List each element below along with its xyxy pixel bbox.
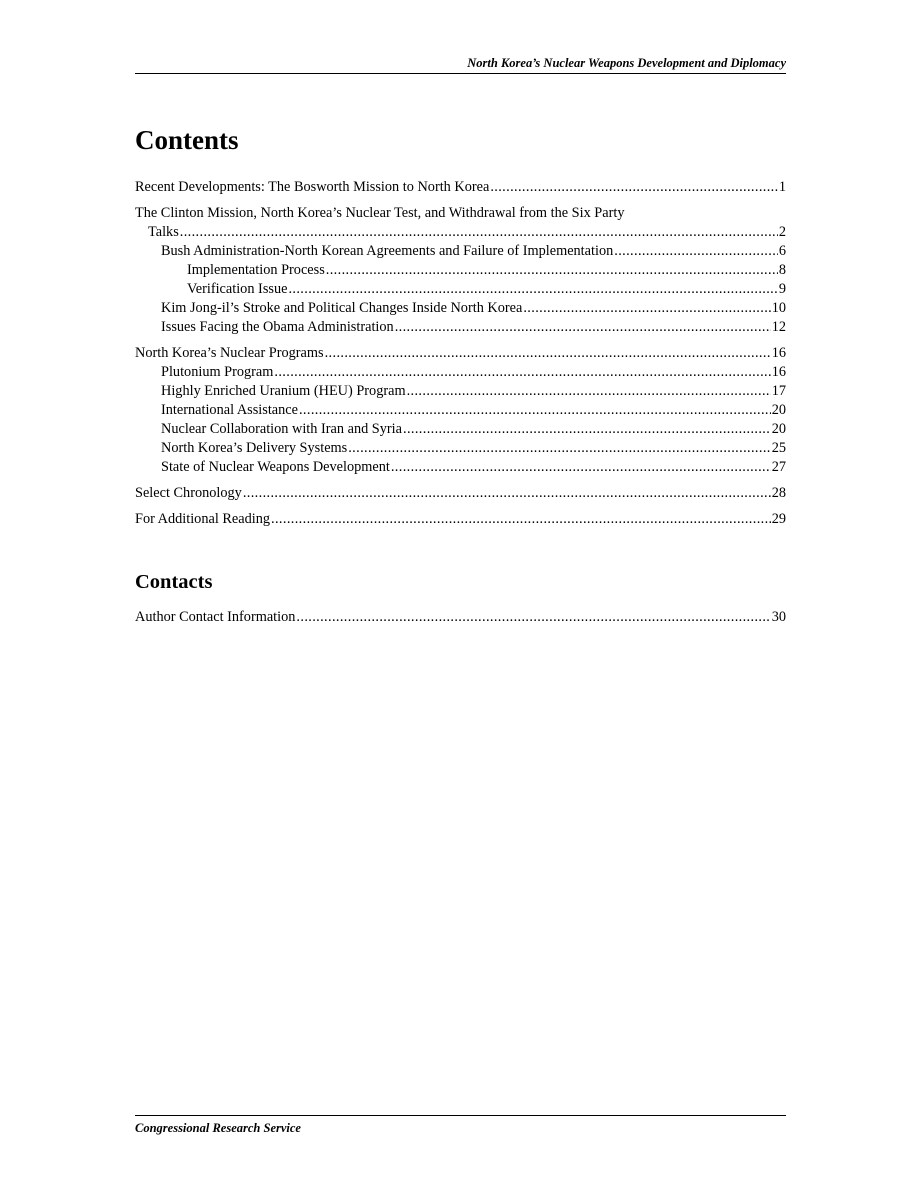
toc-entry-page: 16 <box>771 364 786 380</box>
toc-entry-page: 25 <box>771 440 786 456</box>
toc-entry-page: 20 <box>771 402 786 418</box>
toc-entry-title: Nuclear Collaboration with Iran and Syria <box>161 421 402 437</box>
toc-entry-title: Select Chronology <box>135 485 242 501</box>
toc-entry-title-continued: Talks <box>148 224 179 240</box>
toc-entry-title: Bush Administration-North Korean Agreements and Failure of Implementation <box>161 243 614 259</box>
dot-leader <box>490 178 778 197</box>
toc-entry-title: International Assistance <box>161 402 298 418</box>
dot-leader <box>274 363 770 382</box>
footer-rule <box>135 1115 786 1116</box>
toc-entry-title: North Korea’s Nuclear Programs <box>135 345 324 361</box>
toc-entry-title: Verification Issue <box>187 281 288 297</box>
toc-entry-page: 20 <box>771 421 786 437</box>
toc-entry-implementation-process[interactable] <box>135 261 786 280</box>
toc-entry-title: For Additional Reading <box>135 511 271 527</box>
contacts-heading: Contacts <box>135 571 213 593</box>
toc-entry-page: 9 <box>778 281 786 297</box>
toc-entry-title: Issues Facing the Obama Administration <box>161 319 394 335</box>
toc-entry-iran-syria-collaboration[interactable] <box>135 420 786 439</box>
toc-entry-weapons-development-state[interactable] <box>135 458 786 477</box>
dot-leader <box>296 608 770 627</box>
running-header: North Korea’s Nuclear Weapons Development and Diplomacy <box>467 56 786 70</box>
toc-entry-page: 28 <box>771 485 786 501</box>
toc-entry-kim-jong-il-stroke[interactable] <box>135 299 786 318</box>
toc-entry-plutonium-program[interactable] <box>135 363 786 382</box>
toc-entry-title: State of Nuclear Weapons Development <box>161 459 390 475</box>
dot-leader <box>614 242 778 261</box>
toc-entry-verification-issue[interactable] <box>135 280 786 299</box>
dot-leader <box>288 280 777 299</box>
toc-entry-clinton-mission[interactable] <box>135 204 786 242</box>
toc-entry-international-assistance[interactable] <box>135 401 786 420</box>
toc-entry-title: Implementation Process <box>187 262 325 278</box>
dot-leader <box>326 261 778 280</box>
toc-entry-page: 29 <box>771 511 786 527</box>
toc-entry-title: Recent Developments: The Bosworth Mission to North Korea <box>135 179 490 195</box>
toc-entry-bush-agreements[interactable] <box>135 242 786 261</box>
toc-entry-recent-developments[interactable] <box>135 178 786 197</box>
dot-leader <box>325 344 771 363</box>
toc-entry-page: 12 <box>771 319 786 335</box>
table-of-contents <box>135 178 786 529</box>
dot-leader <box>299 401 771 420</box>
toc-entry-page: 27 <box>771 459 786 475</box>
toc-entry-author-contact[interactable] <box>135 608 786 627</box>
toc-entry-obama-administration[interactable] <box>135 318 786 337</box>
toc-entry-page: 1 <box>778 179 786 195</box>
toc-entry-page: 17 <box>771 383 786 399</box>
toc-entry-title: Author Contact Information <box>135 609 296 625</box>
dot-leader <box>407 382 771 401</box>
toc-entry-page: 10 <box>771 300 786 316</box>
toc-entry-title: North Korea’s Delivery Systems <box>161 440 348 456</box>
dot-leader <box>180 223 778 242</box>
toc-entry-select-chronology[interactable] <box>135 484 786 503</box>
contents-heading: Contents <box>135 125 239 155</box>
toc-entry-title: Kim Jong-il’s Stroke and Political Changes Inside North Korea <box>161 300 523 316</box>
dot-leader <box>391 458 771 477</box>
toc-entry-additional-reading[interactable] <box>135 510 786 529</box>
toc-entry-nuclear-programs[interactable] <box>135 344 786 363</box>
toc-entry-delivery-systems[interactable] <box>135 439 786 458</box>
dot-leader <box>523 299 770 318</box>
dot-leader <box>395 318 771 337</box>
toc-entry-page: 6 <box>778 243 786 259</box>
toc-entry-page: 30 <box>771 609 786 625</box>
toc-entry-title: Plutonium Program <box>161 364 274 380</box>
toc-entry-page: 8 <box>778 262 786 278</box>
header-rule <box>135 73 786 74</box>
toc-entry-heu-program[interactable] <box>135 382 786 401</box>
toc-entry-title: The Clinton Mission, North Korea’s Nuclear Test, and Withdrawal from the Six Party <box>135 205 625 221</box>
toc-entry-page: 16 <box>771 345 786 361</box>
dot-leader <box>271 510 771 529</box>
toc-entry-page: 2 <box>778 224 786 240</box>
dot-leader <box>403 420 771 439</box>
dot-leader <box>243 484 771 503</box>
running-footer: Congressional Research Service <box>135 1121 301 1135</box>
contacts-list <box>135 608 786 627</box>
dot-leader <box>348 439 770 458</box>
toc-entry-title: Highly Enriched Uranium (HEU) Program <box>161 383 406 399</box>
